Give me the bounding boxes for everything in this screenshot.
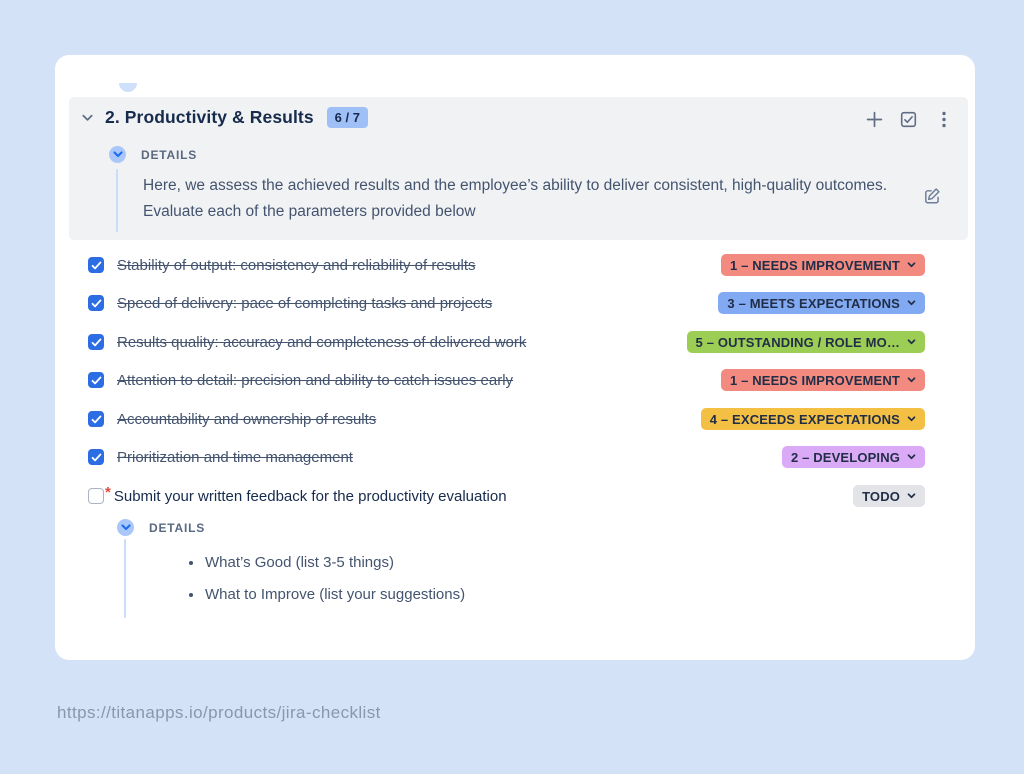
item-label[interactable]: Prioritization and time management xyxy=(117,448,353,466)
checklist-row xyxy=(88,330,925,354)
details-bullet-item xyxy=(189,586,465,603)
item-checkbox-checked[interactable] xyxy=(88,411,104,427)
chevron-down-icon xyxy=(907,377,916,383)
status-badge-dropdown[interactable] xyxy=(701,408,925,430)
bullet-text: What’s Good (list 3-5 things) xyxy=(205,554,394,571)
status-text: 2 – DEVELOPING xyxy=(790,449,900,465)
item-label[interactable]: Speed of delivery: pace of completing tasks and projects xyxy=(117,294,493,312)
section-description: Here, we assess the achieved results and the employee’s ability to deliver consistent, high-quality outcomes. Evaluate each of the parameters provided below xyxy=(143,177,888,220)
details-label: DETAILS xyxy=(149,520,206,535)
section-title: 2. Productivity & Results xyxy=(105,107,314,127)
item-checkbox-checked[interactable] xyxy=(88,257,104,273)
item-checkbox-checked[interactable] xyxy=(88,334,104,350)
status-text: 3 – MEETS EXPECTATIONS xyxy=(727,295,900,311)
checklist-row xyxy=(88,445,925,469)
item-label[interactable]: Results quality: accuracy and completeness of delivered work xyxy=(117,333,527,351)
status-badge-dropdown[interactable] xyxy=(718,292,925,314)
item-details-header xyxy=(117,519,205,536)
status-badge-dropdown[interactable] xyxy=(782,446,925,468)
more-options-kebab-icon[interactable] xyxy=(942,111,946,128)
item-label[interactable]: Accountability and ownership of results xyxy=(117,410,377,428)
checklist-row xyxy=(88,291,925,315)
item-checkbox-unchecked[interactable] xyxy=(88,488,104,504)
details-indent-line xyxy=(124,539,126,618)
item-checkbox-checked[interactable] xyxy=(88,372,104,388)
edit-description-icon[interactable] xyxy=(923,187,941,210)
chevron-down-icon xyxy=(907,493,916,499)
section-header xyxy=(69,97,968,240)
chevron-down-icon xyxy=(907,262,916,268)
status-text: 5 – OUTSTANDING / ROLE MO… xyxy=(695,334,900,350)
status-badge-dropdown[interactable] xyxy=(721,369,925,391)
add-item-plus-icon[interactable] xyxy=(866,111,883,128)
checklist-card xyxy=(55,55,975,660)
chevron-down-icon xyxy=(907,454,916,460)
bullet-text: What to Improve (list your suggestions) xyxy=(205,586,466,603)
status-badge-dropdown[interactable] xyxy=(853,485,925,507)
previous-section-details-icon-partial xyxy=(119,83,137,92)
chevron-down-icon xyxy=(907,339,916,345)
bullet-icon xyxy=(189,561,193,565)
chevron-down-icon xyxy=(907,300,916,306)
section-collapse-chevron-icon[interactable] xyxy=(78,109,96,127)
status-text: 4 – EXCEEDS EXPECTATIONS xyxy=(709,411,900,427)
progress-badge: 6 / 7 xyxy=(327,107,368,128)
details-label: DETAILS xyxy=(141,147,198,162)
chevron-down-icon xyxy=(907,416,916,422)
details-bullet-item xyxy=(189,554,394,571)
checklist-row xyxy=(88,407,925,431)
source-url-caption: https://titanapps.io/products/jira-checklist xyxy=(57,703,381,722)
section-toolbar xyxy=(866,111,946,128)
section-details-header xyxy=(109,146,197,163)
details-collapse-chevron-icon[interactable] xyxy=(109,146,126,163)
toggle-all-checkbox-icon[interactable] xyxy=(900,111,917,128)
status-text: TODO xyxy=(862,488,900,504)
checklist-row xyxy=(88,368,925,392)
checklist-row xyxy=(88,484,925,508)
item-checkbox-checked[interactable] xyxy=(88,449,104,465)
item-checkbox-checked[interactable] xyxy=(88,295,104,311)
item-label[interactable]: Submit your written feedback for the productivity evaluation xyxy=(113,487,507,505)
status-text: 1 – NEEDS IMPROVEMENT xyxy=(729,257,900,273)
bullet-icon xyxy=(189,593,193,597)
required-asterisk: * xyxy=(105,483,111,501)
status-badge-dropdown[interactable] xyxy=(721,254,925,276)
details-collapse-chevron-icon[interactable] xyxy=(117,519,134,536)
status-text: 1 – NEEDS IMPROVEMENT xyxy=(729,372,900,388)
checklist-row xyxy=(88,253,925,277)
item-label[interactable]: Stability of output: consistency and reliability of results xyxy=(117,256,476,274)
status-badge-dropdown[interactable] xyxy=(687,331,925,353)
item-label[interactable]: Attention to detail: precision and ability to catch issues early xyxy=(117,371,514,389)
details-indent-line xyxy=(116,169,118,232)
